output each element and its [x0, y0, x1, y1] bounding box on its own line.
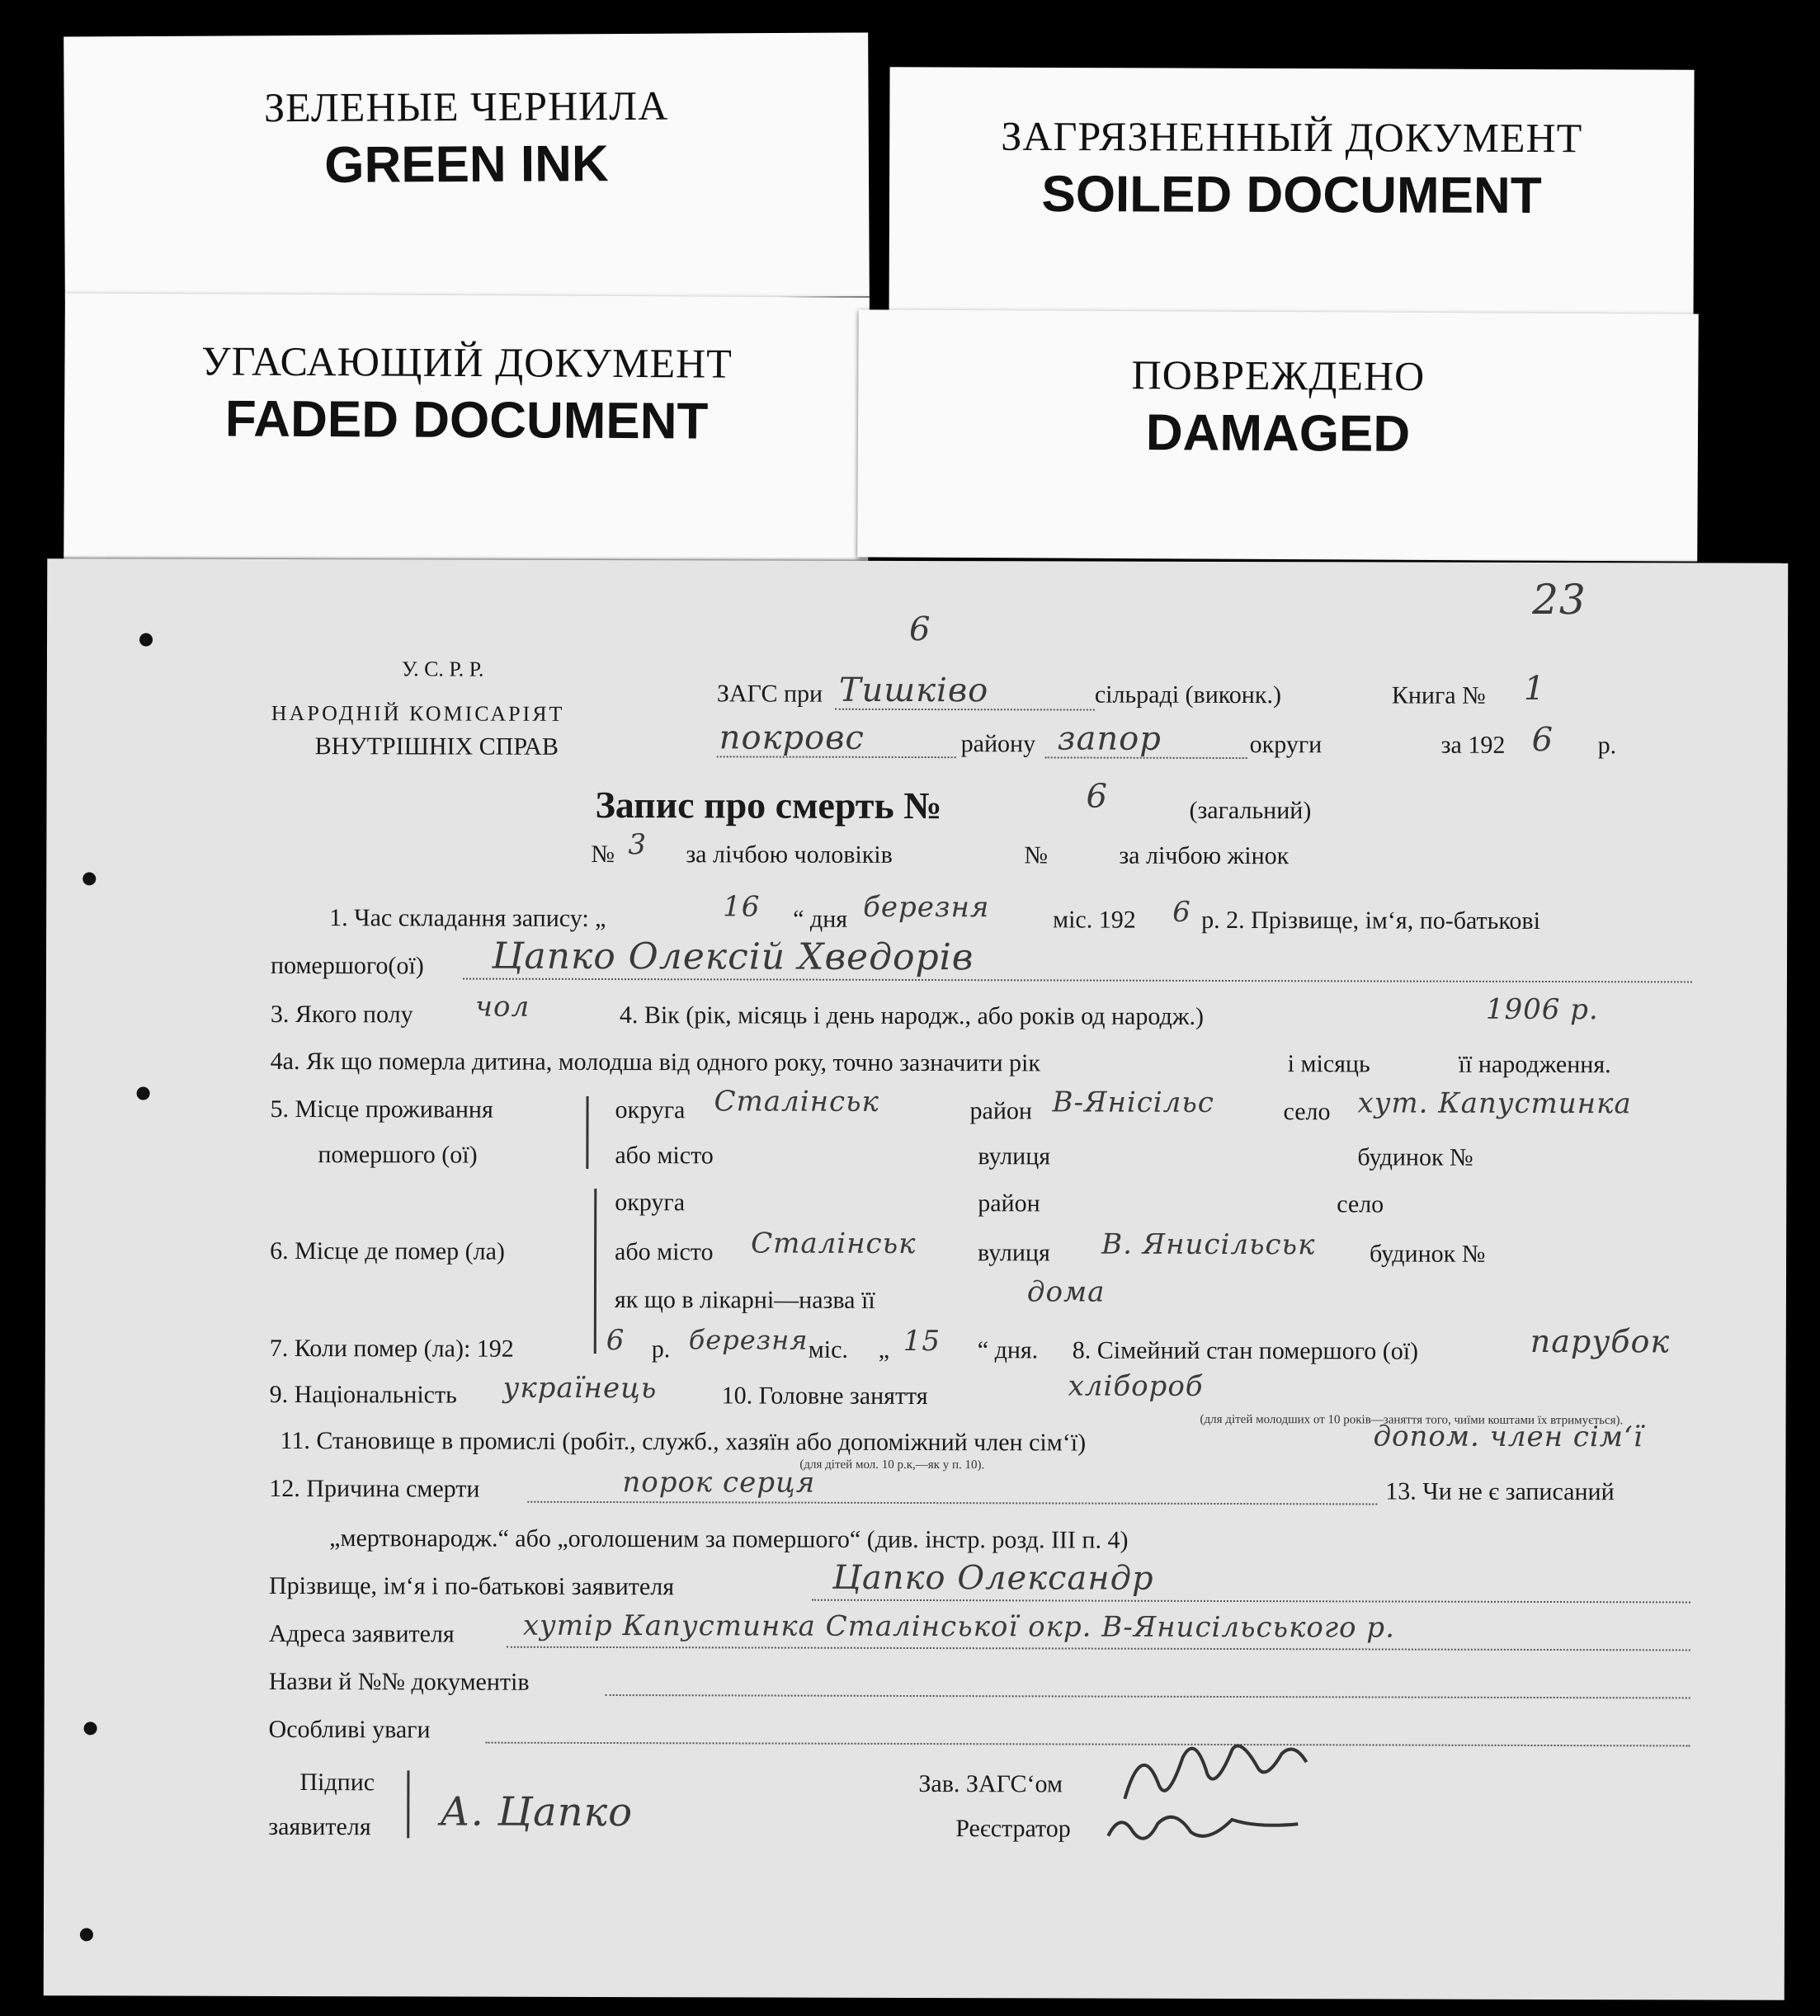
label-ru: ПОВРЕЖДЕНО	[1131, 351, 1426, 399]
raion-value: покровс	[719, 718, 865, 757]
remarks-label: Особливі уваги	[268, 1715, 431, 1744]
signature-label-1: Підпис	[299, 1769, 375, 1797]
position: допом. член сім‘ї	[1373, 1420, 1643, 1454]
men-no-mark: №	[591, 840, 615, 869]
label-card-green-ink	[64, 32, 870, 300]
record-title: Запис про смерть №	[595, 783, 942, 827]
death-selo-label: село	[1337, 1190, 1384, 1218]
age-value: 1906 р.	[1485, 992, 1599, 1027]
field-6-label: 6. Місце де помер (ла)	[270, 1236, 505, 1265]
nationality: українець	[502, 1371, 658, 1406]
documents-label: Назви й №№ документів	[268, 1667, 530, 1696]
field-5-label: 5. Місце проживання	[270, 1095, 493, 1123]
registrar-label: Реєстратор	[955, 1815, 1071, 1843]
field-4a-month: і місяць	[1287, 1050, 1370, 1078]
signature-label-2: заявителя	[268, 1812, 371, 1841]
res-city-label: або місто	[615, 1142, 714, 1170]
okruha-suffix: округи	[1249, 731, 1323, 759]
occupation: хлібороб	[1068, 1369, 1204, 1403]
death-street-label: вулиця	[978, 1239, 1050, 1267]
punch-hole	[139, 634, 153, 647]
field-8-label: 8. Сімейний стан помершого (ої)	[1072, 1336, 1419, 1365]
year-label: за 192	[1440, 731, 1506, 759]
death-house-label: будинок №	[1370, 1240, 1486, 1268]
field-7-month: міс.	[808, 1335, 848, 1364]
head-zags-label: Зав. ЗАГС‘ом	[918, 1770, 1063, 1798]
field-1-label: 1. Час складання запису: „	[329, 904, 606, 933]
applicant-address-label: Адреса заявителя	[268, 1619, 455, 1648]
death-raion-label: район	[978, 1189, 1040, 1218]
field-4-label: 4. Вік (рік, місяць і день народж., або років од народж.)	[619, 1001, 1205, 1030]
label-en: SOILED DOCUMENT	[1041, 165, 1542, 225]
death-street: В. Янисільськ	[1101, 1227, 1316, 1262]
field-7-r: р.	[651, 1335, 671, 1364]
field-10-label: 10. Головне заняття	[721, 1382, 928, 1411]
field-5-label-2: помершого (ої)	[318, 1141, 478, 1169]
label-ru: ЗЕЛЕНЫЕ ЧЕРНИЛА	[263, 82, 669, 131]
field-4a-tail: її народження.	[1458, 1050, 1611, 1079]
ussr-heading: У. С. Р. Р.	[401, 657, 484, 681]
field-11-label: 11. Становище в промислі (робіт., служб., хазяїн або допоміжний член сім‘ї)	[280, 1426, 1087, 1457]
death-day: 15	[903, 1324, 941, 1359]
label-card-damaged	[857, 309, 1699, 561]
res-selo-label: село	[1283, 1098, 1331, 1126]
label-en: DAMAGED	[1145, 404, 1411, 463]
field-2-deceased: помершого(ої)	[270, 951, 424, 980]
header-number: 6	[909, 610, 931, 649]
punch-hole	[80, 1928, 93, 1941]
record-title-suffix: (загальний)	[1189, 796, 1312, 825]
year-suffix: р.	[1597, 732, 1617, 760]
field-1-day: “ дня	[793, 905, 848, 933]
field-2-label: р. 2. Прізвище, ім‘я, по-батькові	[1201, 906, 1540, 935]
label-ru: ЗАГРЯЗНЕННЫЙ ДОКУМЕНТ	[1001, 112, 1583, 162]
res-raion-label: район	[969, 1097, 1033, 1125]
applicant-address: хутір Капустинка Сталінської окр. В-Янисільського р.	[522, 1609, 1395, 1645]
commissariat-line-1: НАРОДНІЙ КОМІСАРІЯТ	[271, 700, 565, 726]
deceased-name: Цапко Олексій Хведорів	[491, 935, 974, 979]
record-day: 16	[723, 890, 761, 924]
applicant-signature: А. Цапко	[440, 1788, 634, 1836]
field-7-label: 7. Коли помер (ла): 192	[269, 1334, 514, 1363]
commissariat-line-2: ВНУТРІШНІХ СПРАВ	[314, 732, 559, 761]
death-place: дома	[1026, 1275, 1106, 1309]
death-record-form	[44, 558, 1789, 2000]
men-count-value: 3	[628, 828, 648, 862]
res-street-label: вулиця	[978, 1142, 1051, 1171]
year-digit: 6	[1531, 720, 1554, 760]
res-okruha: Сталінськ	[714, 1085, 879, 1119]
field-13-label: 13. Чи не є записаний	[1385, 1477, 1615, 1506]
field-3-label: 3. Якого полу	[270, 1000, 413, 1029]
res-house-label: будинок №	[1357, 1143, 1473, 1171]
cause-of-death: порок серця	[622, 1466, 816, 1500]
label-ru: УГАСАЮЩИЙ ДОКУМЕНТ	[201, 337, 733, 387]
marital-status: парубок	[1530, 1322, 1671, 1360]
hospital-label: як що в лікарні—назва її	[614, 1286, 875, 1314]
selrada-value: Тишківо	[838, 671, 989, 710]
women-no-mark: №	[1024, 841, 1049, 869]
field-7-quote: „	[878, 1335, 890, 1364]
record-month: березня	[863, 890, 990, 925]
death-year-digit: 6	[606, 1324, 625, 1358]
punch-hole	[84, 1722, 97, 1735]
field-1-month: міс. 192	[1053, 906, 1136, 934]
label-card-soiled	[889, 67, 1694, 341]
label-en: GREEN INK	[324, 135, 609, 194]
death-city-label: або місто	[615, 1238, 714, 1266]
label-card-faded	[64, 293, 870, 582]
sex-value: чол	[474, 990, 530, 1024]
res-okruha-label: округа	[615, 1096, 686, 1124]
field-4a-label: 4а. Як що померла дитина, молодша від одного року, точно зазначити рік	[270, 1047, 1041, 1077]
record-year-digit: 6	[1172, 895, 1191, 929]
field-7-day: “ дня.	[977, 1336, 1039, 1364]
men-count-label: за лічбою чоловіків	[686, 841, 893, 869]
okruha-value: запор	[1057, 719, 1162, 758]
punch-hole	[137, 1087, 150, 1100]
label-en: FADED DOCUMENT	[224, 390, 709, 450]
res-selo: хут. Капустинка	[1357, 1086, 1632, 1121]
book-label: Книга №	[1391, 681, 1486, 709]
zags-label: ЗАГС при	[716, 680, 823, 708]
field-9-label: 9. Національність	[269, 1380, 457, 1409]
applicant-name-label: Прізвище, ім‘я і по-батькові заявителя	[268, 1571, 675, 1601]
res-raion: В-Янісільс	[1052, 1086, 1214, 1119]
death-city: Сталінськ	[751, 1227, 917, 1261]
raion-suffix: району	[960, 730, 1036, 758]
punch-hole	[83, 872, 96, 885]
women-count-label: за лічбою жінок	[1119, 841, 1290, 870]
field-13-line2: „мертвонародж.“ або „оголошеним за помершого“ (див. інстр. розд. ІІІ п. 4)	[329, 1524, 1129, 1554]
field-11-note: (для дітей мол. 10 р.к,—як у п. 10).	[799, 1458, 985, 1472]
book-number: 1	[1523, 669, 1546, 708]
death-okruha-label: округа	[615, 1189, 686, 1217]
registrar-signature	[1100, 1803, 1314, 1853]
applicant-name: Цапко Олександр	[832, 1558, 1154, 1598]
page-number: 23	[1532, 575, 1587, 624]
field-12-label: 12. Причина смерти	[269, 1474, 480, 1503]
death-month: березня	[688, 1324, 809, 1356]
field-10-note: (для дітей молодших от 10 років—заняття того, чиїми коштами їх втримується).	[1200, 1412, 1624, 1428]
record-number: 6	[1086, 777, 1109, 816]
selrada-suffix: сільраді (виконк.)	[1094, 681, 1282, 709]
